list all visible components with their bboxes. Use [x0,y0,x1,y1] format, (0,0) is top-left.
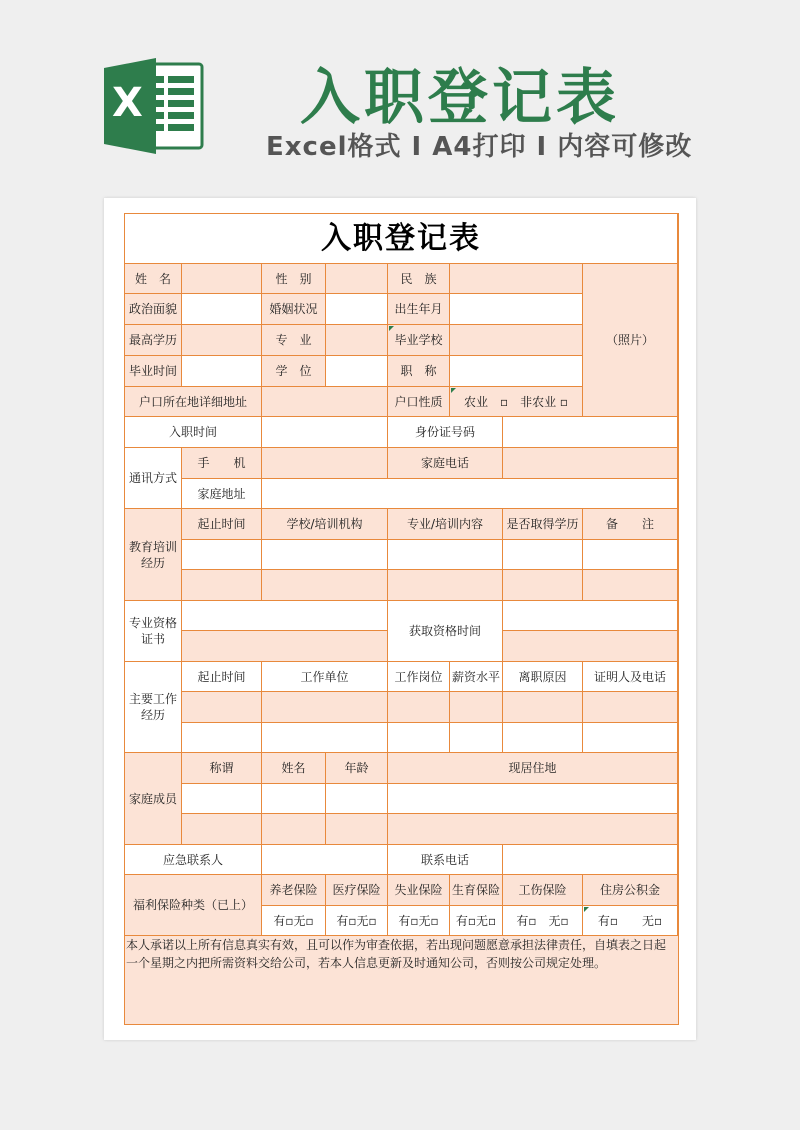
work-cell[interactable] [262,723,388,753]
excel-icon-letter: X [112,80,143,126]
insurance-option-injury[interactable]: 有▫ 无▫ [503,906,583,936]
label-hukou-type: 户口性质 [388,387,450,417]
pledge-text: 本人承诺以上所有信息真实有效，且可以作为审查依据，若出现问题愿意承担法律责任，自填表之日起一个星期之内把所需资料交给公司，若本人信息更新及时通知公司，否则按公司规定处理。 [126,938,667,970]
input-id-number[interactable] [503,417,678,448]
insurance-header-maternity: 生育保险 [450,875,503,906]
edu-cell[interactable] [503,570,583,601]
family-header-name: 姓名 [262,753,326,784]
input-title[interactable] [450,356,583,387]
label-insurance: 福利保险种类（已上） [125,875,262,936]
photo-cell[interactable]: （照片） [583,264,678,417]
edu-header-school: 学校/培训机构 [262,509,388,540]
insurance-option-medical[interactable]: 有▫无▫ [326,906,388,936]
input-emergency-phone[interactable] [503,845,678,875]
work-cell[interactable] [583,723,678,753]
edu-cell[interactable] [388,540,503,570]
edu-cell[interactable] [262,540,388,570]
input-marital[interactable] [326,294,388,325]
label-birth: 出生年月 [388,294,450,325]
input-political[interactable] [182,294,262,325]
label-grad-time: 毕业时间 [125,356,182,387]
label-family: 家庭成员 [125,753,182,845]
family-cell[interactable] [182,814,262,845]
label-school: 毕业学校 [388,325,450,356]
edu-cell[interactable] [388,570,503,601]
label-mobile: 手 机 [182,448,262,479]
edu-header-diploma: 是否取得学历 [503,509,583,540]
input-grad-time[interactable] [182,356,262,387]
edu-cell[interactable] [182,540,262,570]
input-gender[interactable] [326,264,388,294]
label-home-phone: 家庭电话 [388,448,503,479]
work-header-period: 起止时间 [182,662,262,692]
label-entry-time: 入职时间 [125,417,262,448]
label-id-number: 身份证号码 [388,417,503,448]
hukou-type-options[interactable]: 农业 ▫ 非农业 ▫ [450,387,583,417]
work-cell[interactable] [182,692,262,723]
input-birth[interactable] [450,294,583,325]
edu-cell[interactable] [182,570,262,601]
input-mobile[interactable] [262,448,388,479]
family-cell[interactable] [262,814,326,845]
insurance-header-medical: 医疗保险 [326,875,388,906]
input-ethnicity[interactable] [450,264,583,294]
cell-comment-marker [451,388,456,393]
input-entry-time[interactable] [262,417,388,448]
insurance-header-housing-fund: 住房公积金 [583,875,678,906]
insurance-option-maternity[interactable]: 有▫无▫ [450,906,503,936]
label-degree: 学 位 [262,356,326,387]
banner-title: 入职登记表 [300,63,620,133]
work-header-company: 工作单位 [262,662,388,692]
work-header-reference: 证明人及电话 [583,662,678,692]
insurance-header-pension: 养老保险 [262,875,326,906]
label-education-history: 教育培训经历 [125,509,182,601]
work-header-reason: 离职原因 [503,662,583,692]
input-name[interactable] [182,264,262,294]
family-header-relation: 称谓 [182,753,262,784]
label-work-history: 主要工作经历 [125,662,182,753]
work-cell[interactable] [388,723,450,753]
edu-header-remark: 备 注 [583,509,678,540]
work-header-salary: 薪资水平 [450,662,503,692]
work-cell[interactable] [388,692,450,723]
label-emergency-phone: 联系电话 [388,845,503,875]
label-title: 职 称 [388,356,450,387]
family-cell[interactable] [388,784,678,814]
label-name: 姓 名 [125,264,182,294]
certificate-cell[interactable] [182,601,388,631]
input-education[interactable] [182,325,262,356]
form-title: 入职登记表 [321,220,481,256]
work-cell[interactable] [182,723,262,753]
input-home-phone[interactable] [503,448,678,479]
work-cell[interactable] [262,692,388,723]
work-cell[interactable] [583,692,678,723]
label-certificate-time: 获取资格时间 [388,601,503,662]
cell-comment-marker [584,907,589,912]
edu-cell[interactable] [583,540,678,570]
family-cell[interactable] [326,784,388,814]
label-hukou-address: 户口所在地详细地址 [125,387,262,417]
label-ethnicity: 民 族 [388,264,450,294]
family-header-residence: 现居住地 [388,753,678,784]
input-school[interactable] [450,325,583,356]
input-home-address[interactable] [262,479,678,509]
label-political: 政治面貌 [125,294,182,325]
edu-header-period: 起止时间 [182,509,262,540]
input-major[interactable] [326,325,388,356]
edu-header-content: 专业/培训内容 [388,509,503,540]
excel-icon [104,58,206,154]
banner-subtitle: Excel格式 I A4打印 I 内容可修改 [266,132,693,162]
label-home-address: 家庭地址 [182,479,262,509]
certificate-time-cell[interactable] [503,631,678,662]
input-degree[interactable] [326,356,388,387]
certificate-cell[interactable] [182,631,388,662]
input-hukou-address[interactable] [262,387,388,417]
insurance-header-injury: 工伤保险 [503,875,583,906]
family-header-age: 年龄 [326,753,388,784]
family-cell[interactable] [326,814,388,845]
cell-comment-marker [389,326,394,331]
work-cell[interactable] [450,692,503,723]
insurance-header-unemployment: 失业保险 [388,875,450,906]
label-education: 最高学历 [125,325,182,356]
edu-cell[interactable] [503,540,583,570]
registration-form [124,213,679,1025]
label-marital: 婚姻状况 [262,294,326,325]
family-cell[interactable] [262,784,326,814]
label-contact: 通讯方式 [125,448,182,509]
certificate-time-cell[interactable] [503,601,678,631]
edu-cell[interactable] [262,570,388,601]
label-emergency-contact: 应急联系人 [125,845,262,875]
insurance-option-unemployment[interactable]: 有▫无▫ [388,906,450,936]
edu-cell[interactable] [583,570,678,601]
insurance-option-housing-fund[interactable]: 有▫ 无▫ [583,906,678,936]
label-certificate: 专业资格证书 [125,601,182,662]
family-cell[interactable] [388,814,678,845]
label-gender: 性 别 [262,264,326,294]
work-header-position: 工作岗位 [388,662,450,692]
work-cell[interactable] [503,723,583,753]
work-cell[interactable] [503,692,583,723]
label-major: 专 业 [262,325,326,356]
work-cell[interactable] [450,723,503,753]
insurance-option-pension[interactable]: 有▫无▫ [262,906,326,936]
family-cell[interactable] [182,784,262,814]
form-title-cell [125,214,678,264]
input-emergency-contact[interactable] [262,845,388,875]
